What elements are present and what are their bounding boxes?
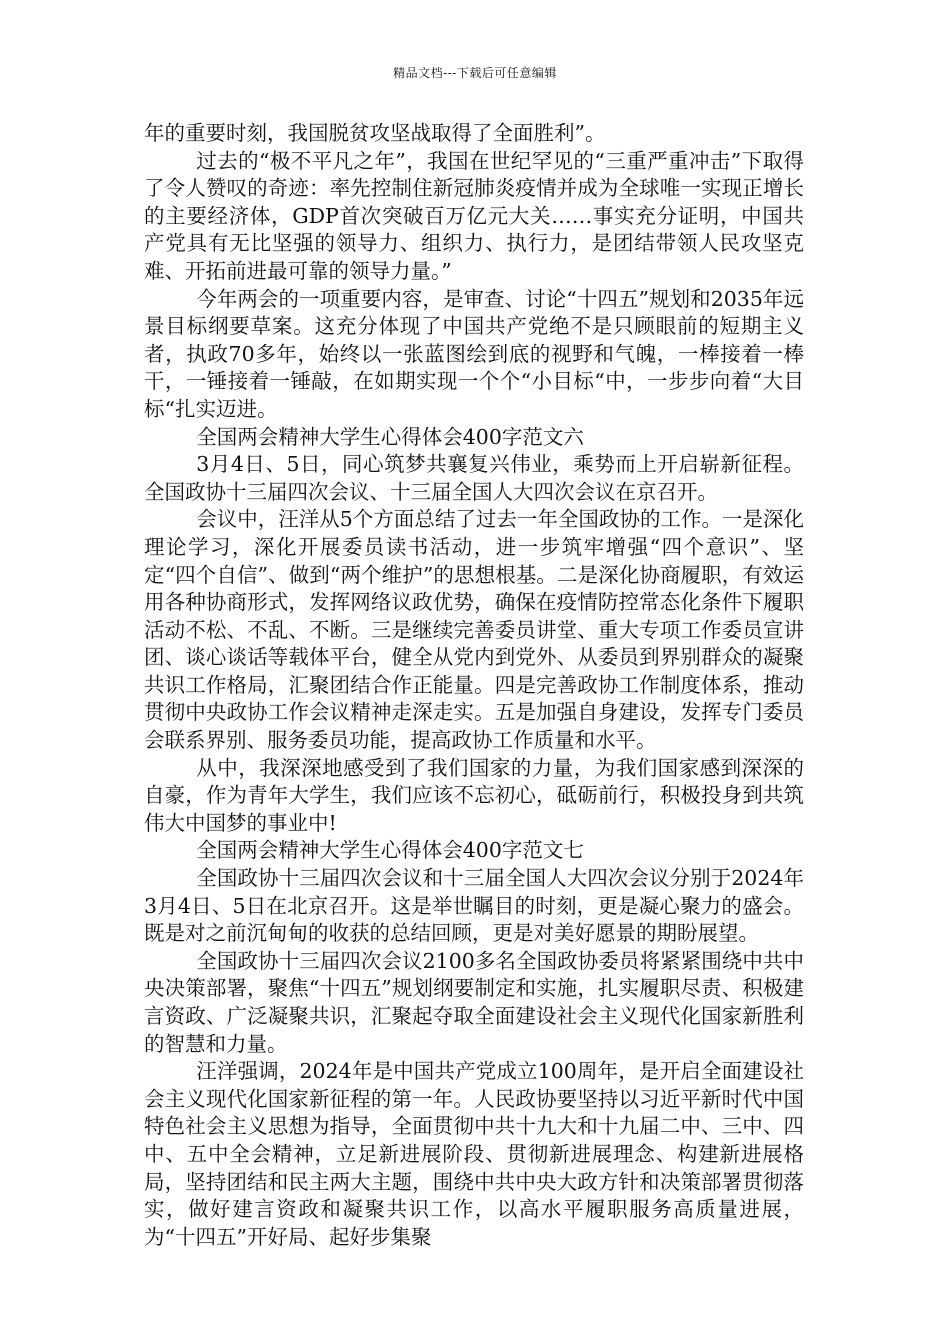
paragraph: 今年两会的一项重要内容，是审查、讨论“十四五”规划和2035年远景目标纲要草案。这充分体现了中国共产党绝不是只顾眼前的短期主义者，执政70多年，始终以一张蓝图绘到底的视野和气魄，一棒接着一棒干，一锤接着一锤敲，在如期实现一个个“小目标“中，一步步向着“大目标“扎实迈进。 bbox=[144, 286, 804, 421]
section-heading: 全国两会精神大学生心得体会400字范文六 bbox=[196, 424, 584, 449]
paragraph: 汪洋强调，2024年是中国共产党成立100周年，是开启全面建设社会主义现代化国家新征程的第一年。人民政协要坚持以习近平新时代中国特色社会主义思想为指导，全面贯彻中共十九大和十九届二中、三中、四中、五中全会精神，立足新进展阶段、贯彻新进展理念、构建新进展格局，坚持团结和民主两大主题，围绕中共中央大政方针和决策部署贯彻落实，做好建言资政和凝聚共识工作，以高水平履职服务高质量进展，为“十四五”开好局、起好步集聚 bbox=[144, 1059, 804, 1249]
document-body bbox=[144, 120, 804, 1251]
paragraph: 年的重要时刻，我国脱贫攻坚战取得了全面胜利”。 bbox=[144, 121, 606, 145]
paragraph: 从中，我深深地感受到了我们国家的力量，为我们国家感到深深的自豪，作为青年大学生，我们应该不忘初心，砥砺前行，积极投身到共筑伟大中国梦的事业中! bbox=[144, 755, 804, 835]
paragraph: 全国政协十三届四次会议和十三届全国人大四次会议分别于2024年3月4日、5日在北京召开。这是举世瞩目的时刻，更是凝心聚力的盛会。既是对之前沉甸甸的收获的总结回顾，更是对美好愿景的期盼展望。 bbox=[144, 866, 804, 946]
paragraph: 全国政协十三届四次会议2100多名全国政协委员将紧紧围绕中共中央决策部署，聚焦“十四五”规划纲要制定和实施，扎实履职尽责、积极建言资政、广泛凝聚共识，汇聚起夺取全面建设社会主义现代化国家新胜利的智慧和力量。 bbox=[144, 948, 804, 1056]
paragraph: 3月4日、5日，同心筑梦共襄复兴伟业，乘势而上开启崭新征程。全国政协十三届四次会议、十三届全国人大四次会议在京召开。 bbox=[144, 452, 804, 504]
page-header: 精品文档---下载后可任意编辑 bbox=[393, 66, 557, 80]
paragraph: 过去的“极不平凡之年”，我国在世纪罕见的“三重严重冲击”下取得了令人赞叹的奇迹：率先控制住新冠肺炎疫情并成为全球唯一实现正增长的主要经济体，GDP首次突破百万亿元大关……事实充分证明，中国共产党具有无比坚强的领导力、组织力、执行力，是团结带领人民攻坚克难、开拓前进最可靠的领导力量。” bbox=[144, 148, 804, 283]
section-heading: 全国两会精神大学生心得体会400字范文七 bbox=[196, 838, 584, 863]
paragraph: 会议中，汪洋从5个方面总结了过去一年全国政协的工作。一是深化理论学习，深化开展委员读书活动，进一步筑牢增强“四个意识”、坚定“四个自信”、做到“两个维护”的思想根基。二是深化协商履职，有效运用各种协商形式，发挥网络议政优势，确保在疫情防控常态化条件下履职活动不松、不乱、不断。三是继续完善委员讲堂、重大专项工作委员宣讲团、谈心谈话等载体平台，健全从党内到党外、从委员到界别群众的凝聚共识工作格局，汇聚团结合作正能量。四是完善政协工作制度体系，推动贯彻中央政协工作会议精神走深走实。五是加强自身建设，发挥专门委员会联系界别、服务委员功能，提高政协工作质量和水平。 bbox=[144, 507, 804, 753]
